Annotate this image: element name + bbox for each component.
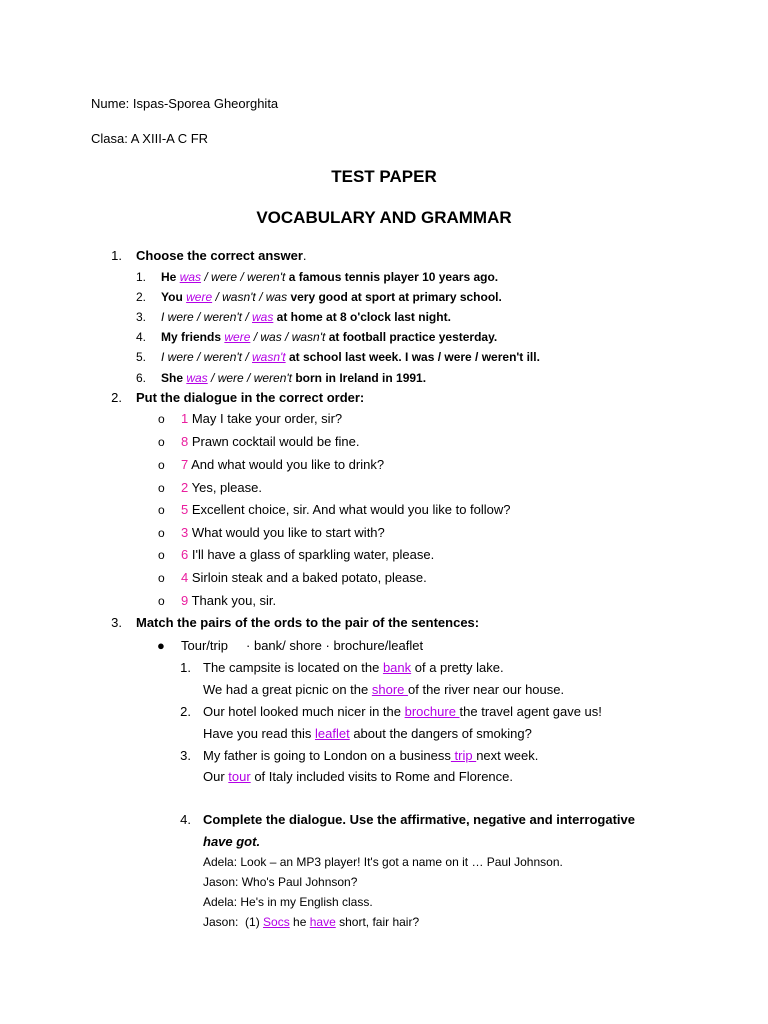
s3-text: We had a great picnic on the bbox=[203, 682, 372, 697]
order-number: 7 bbox=[181, 457, 189, 472]
dialogue-line: Prawn cocktail would be fine. bbox=[188, 434, 360, 449]
dialogue-text: he bbox=[289, 915, 310, 929]
section-3-heading: Match the pairs of the ords to the pair of the sentences: bbox=[136, 615, 480, 630]
section-1-number: 1. bbox=[111, 248, 122, 263]
dialogue-answer-1: Socs bbox=[263, 915, 290, 929]
section-4-heading-cont: have got. bbox=[203, 834, 261, 849]
s1-item-options: I were / weren't / bbox=[161, 310, 252, 324]
order-number: 3 bbox=[181, 525, 189, 540]
s3-text: the travel agent gave us! bbox=[459, 704, 602, 719]
s3-text: of Italy included visits to Rome and Florence. bbox=[250, 769, 513, 784]
s1-item-post: at school last week. I was / were / weren't ill. bbox=[285, 350, 540, 364]
s1-item-number: 4. bbox=[135, 330, 146, 344]
circle-bullet-icon: o bbox=[158, 481, 165, 495]
dialogue-line-1: Adela: Look – an MP3 player! It's got a name on it … Paul Johnson. bbox=[203, 855, 563, 869]
s3-item-number: 3. bbox=[180, 748, 191, 763]
s3-answer: trip bbox=[450, 748, 477, 763]
s1-item-answer: were bbox=[186, 290, 213, 304]
s1-item-options: I were / weren't / bbox=[161, 350, 252, 364]
section-1-heading: Choose the correct answer bbox=[136, 248, 303, 263]
s1-item-number: 3. bbox=[135, 310, 146, 324]
s1-item-answer: was bbox=[252, 310, 274, 324]
section-2-number: 2. bbox=[111, 390, 122, 405]
s3-text: next week. bbox=[476, 748, 539, 763]
section-4-number: 4. bbox=[180, 812, 191, 827]
s1-item-options: / was / wasn't bbox=[250, 330, 326, 344]
dialogue-line: May I take your order, sir? bbox=[188, 411, 343, 426]
circle-bullet-icon: o bbox=[158, 458, 165, 472]
dialogue-line-3: Adela: He's in my English class. bbox=[203, 895, 373, 909]
circle-bullet-icon: o bbox=[158, 526, 165, 540]
s3-text: The campsite is located on the bbox=[203, 660, 383, 675]
s1-item-post: born in Ireland in 1991. bbox=[292, 371, 427, 385]
dialogue-line: Sirloin steak and a baked potato, please. bbox=[188, 570, 427, 585]
s1-item-post: at football practice yesterday. bbox=[325, 330, 498, 344]
circle-bullet-icon: o bbox=[158, 503, 165, 517]
order-number: 1 bbox=[181, 411, 189, 426]
circle-bullet-icon: o bbox=[158, 594, 165, 608]
s1-item-answer: was bbox=[179, 270, 202, 284]
s1-item-pre: My friends bbox=[161, 330, 225, 344]
order-number: 8 bbox=[181, 434, 189, 449]
student-class: Clasa: A XIII-A C FR bbox=[91, 131, 209, 146]
s1-item-answer: was bbox=[186, 371, 208, 385]
section-2-heading: Put the dialogue in the correct order: bbox=[136, 390, 365, 405]
s3-text: about the dangers of smoking? bbox=[349, 726, 532, 741]
s3-item-number: 2. bbox=[180, 704, 191, 719]
s3-answer: shore bbox=[371, 682, 409, 697]
s3-answer: bank bbox=[382, 660, 412, 675]
s1-item-answer: wasn't bbox=[252, 350, 286, 364]
dialogue-line: What would you like to start with? bbox=[188, 525, 385, 540]
s3-answer: brochure bbox=[404, 704, 460, 719]
s3-answer: tour bbox=[228, 769, 251, 784]
s1-item-post: a famous tennis player 10 years ago. bbox=[285, 270, 499, 284]
s1-item-pre: You bbox=[161, 290, 187, 304]
order-number: 2 bbox=[181, 480, 189, 495]
s1-item-post: very good at sport at primary school. bbox=[287, 290, 502, 304]
dialogue-answer-2: have bbox=[309, 915, 336, 929]
order-number: 9 bbox=[181, 593, 189, 608]
section-4-heading: Complete the dialogue. Use the affirmative, negative and interrogative bbox=[203, 812, 635, 827]
s1-item-post: at home at 8 o'clock last night. bbox=[273, 310, 451, 324]
s3-answer: leaflet bbox=[315, 726, 350, 741]
section-1-heading-end: . bbox=[302, 248, 307, 263]
s1-item-pre: She bbox=[161, 371, 187, 385]
page-title: TEST PAPER bbox=[331, 167, 437, 186]
s1-item-options: / were / weren't bbox=[207, 371, 293, 385]
s3-text: Our bbox=[203, 769, 229, 784]
s3-text: Our hotel looked much nicer in the bbox=[203, 704, 405, 719]
s1-item-pre: He bbox=[161, 270, 180, 284]
s3-text: Have you read this bbox=[203, 726, 316, 741]
circle-bullet-icon: o bbox=[158, 571, 165, 585]
dialogue-line-4 bbox=[203, 914, 419, 930]
dialogue-line-2: Jason: Who's Paul Johnson? bbox=[203, 875, 358, 889]
s3-text: of a pretty lake. bbox=[411, 660, 504, 675]
dialogue-line: Thank you, sir. bbox=[188, 593, 277, 608]
circle-bullet-icon: o bbox=[158, 412, 165, 426]
dialogue-line: I'll have a glass of sparkling water, please. bbox=[188, 547, 435, 562]
s3-text: My father is going to London on a business bbox=[203, 748, 451, 763]
s1-item-number: 2. bbox=[135, 290, 146, 304]
s1-item-number: 5. bbox=[135, 350, 146, 364]
word-list: Tour/trip · bank/ shore · brochure/leaflet bbox=[181, 638, 424, 653]
s1-item-number: 1. bbox=[135, 270, 146, 284]
dialogue-line: Yes, please. bbox=[188, 480, 262, 495]
s1-item-options: / wasn't / was bbox=[212, 290, 288, 304]
s3-item-number: 1. bbox=[180, 660, 191, 675]
circle-bullet-icon: o bbox=[158, 435, 165, 449]
s1-item-options: / were / weren't bbox=[201, 270, 286, 284]
dialogue-line: And what would you like to drink? bbox=[188, 457, 385, 472]
s1-item-answer: were bbox=[224, 330, 251, 344]
s1-item-number: 6. bbox=[135, 371, 146, 385]
section-3-number: 3. bbox=[111, 615, 122, 630]
page-subtitle: VOCABULARY AND GRAMMAR bbox=[256, 208, 512, 227]
order-number: 4 bbox=[181, 570, 189, 585]
circle-bullet-icon: o bbox=[158, 548, 165, 562]
dialogue-text: Jason: (1) bbox=[203, 915, 264, 929]
filled-bullet-icon: ● bbox=[157, 638, 165, 653]
order-number: 6 bbox=[181, 547, 189, 562]
s3-text: of the river near our house. bbox=[408, 682, 565, 697]
dialogue-text: short, fair hair? bbox=[335, 915, 420, 929]
student-name: Nume: Ispas-Sporea Gheorghita bbox=[91, 96, 279, 111]
dialogue-line: Excellent choice, sir. And what would you like to follow? bbox=[188, 502, 511, 517]
order-number: 5 bbox=[181, 502, 189, 517]
